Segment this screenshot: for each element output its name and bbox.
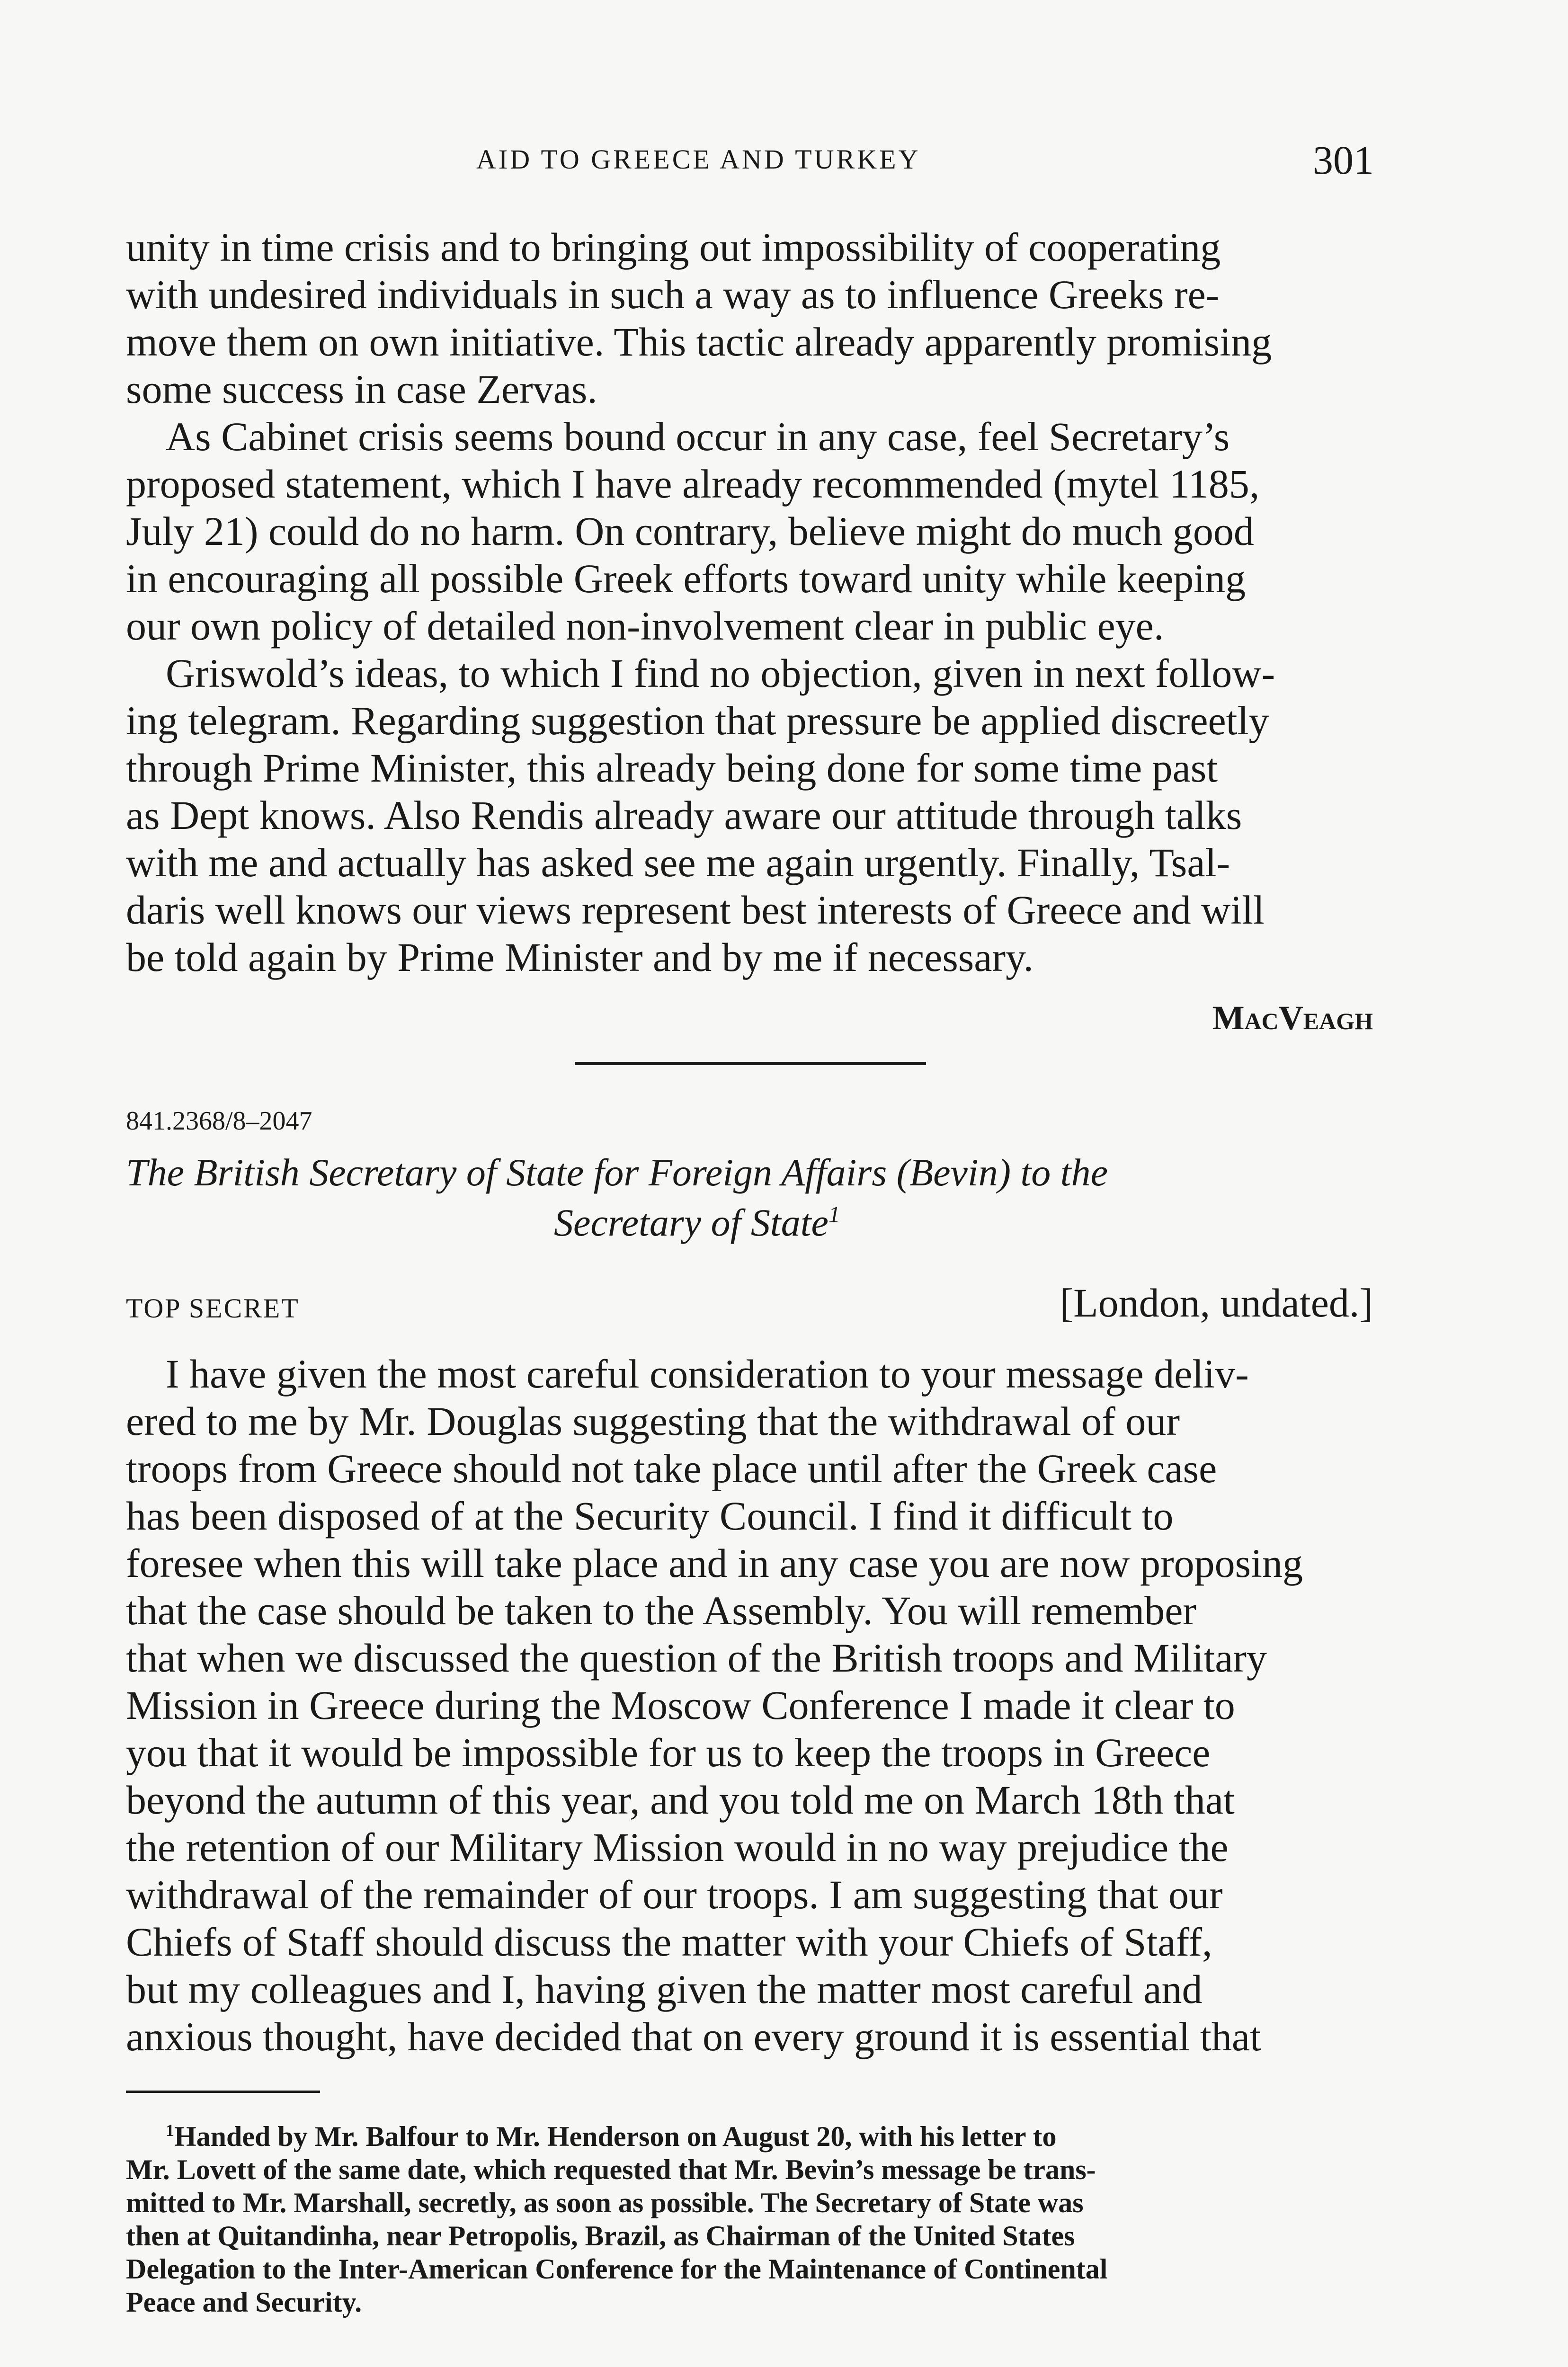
body-line: with undesired individuals in such a way as to influence Greeks re- — [126, 272, 1220, 317]
running-head: AID TO GREECE AND TURKEY — [476, 144, 921, 175]
body-line: anxious thought, have decided that on every ground it is essential that — [126, 2014, 1261, 2059]
body-line: foresee when this will take place and in any case you are now proposing — [126, 1540, 1303, 1586]
document-title-line-2 — [554, 1201, 840, 1245]
footnote-text: Handed by Mr. Balfour to Mr. Henderson on August 20, with his letter to — [174, 2121, 1057, 2152]
body-line: our own policy of detailed non-involvement clear in public eye. — [126, 603, 1164, 649]
body-line: has been disposed of at the Security Council. I find it difficult to — [126, 1493, 1174, 1539]
footnote-divider — [126, 2091, 320, 2093]
body-line: beyond the autumn of this year, and you told me on March 18th that — [126, 1777, 1235, 1823]
footnote-line: Mr. Lovett of the same date, which requested that Mr. Bevin’s message be trans- — [126, 2154, 1096, 2185]
page-number: 301 — [1313, 137, 1374, 183]
body-line: move them on own initiative. This tactic already apparently promising — [126, 319, 1272, 365]
body-line: as Dept knows. Also Rendis already aware our attitude through talks — [126, 792, 1242, 838]
body-line: you that it would be impossible for us to keep the troops in Greece — [126, 1730, 1211, 1775]
body-line: July 21) could do no harm. On contrary, believe might do much good — [126, 508, 1254, 554]
body-line: proposed statement, which I have already recommended (mytel 1185, — [126, 461, 1260, 507]
file-number: 841.2368/8–2047 — [126, 1106, 312, 1136]
body-line: I have given the most careful consideration to your message deliv- — [166, 1351, 1249, 1397]
body-line: be told again by Prime Minister and by me if necessary. — [126, 934, 1033, 980]
body-line: Mission in Greece during the Moscow Conference I made it clear to — [126, 1682, 1235, 1728]
body-line: troops from Greece should not take place until after the Greek case — [126, 1446, 1217, 1491]
body-line: Griswold’s ideas, to which I find no objection, given in next follow- — [166, 650, 1275, 696]
body-line: the retention of our Military Mission would in no way prejudice the — [126, 1824, 1229, 1870]
section-divider — [575, 1062, 926, 1065]
footnote-line: mitted to Mr. Marshall, secretly, as soon as possible. The Secretary of State was — [126, 2187, 1084, 2218]
body-line: As Cabinet crisis seems bound occur in any case, feel Secretary’s — [166, 414, 1230, 459]
body-line: daris well knows our views represent best interests of Greece and will — [126, 887, 1265, 933]
footnote-line — [166, 2120, 1057, 2153]
footnote-reference[interactable]: 1 — [828, 1201, 840, 1228]
footnote-line: then at Quitandinha, near Petropolis, Brazil, as Chairman of the United States — [126, 2220, 1075, 2251]
document-title-text: Secretary of State — [554, 1201, 829, 1244]
footnote-mark: 1 — [166, 2121, 174, 2140]
body-line: that the case should be taken to the Assembly. You will remember — [126, 1588, 1197, 1633]
body-line: ing telegram. Regarding suggestion that pressure be applied discreetly — [126, 698, 1269, 743]
body-line: some success in case Zervas. — [126, 366, 597, 412]
body-line: through Prime Minister, this already being done for some time past — [126, 745, 1218, 791]
classification-label: TOP SECRET — [126, 1293, 300, 1324]
body-line: withdrawal of the remainder of our troops. I am suggesting that our — [126, 1872, 1223, 1917]
document-title-line-1: The British Secretary of State for Foreign Affairs (Bevin) to the — [126, 1151, 1108, 1194]
body-line: Chiefs of Staff should discuss the matter with your Chiefs of Staff, — [126, 1919, 1212, 1965]
body-line: unity in time crisis and to bringing out impossibility of cooperating — [126, 224, 1221, 270]
body-line: ered to me by Mr. Douglas suggesting that the withdrawal of our — [126, 1398, 1180, 1444]
signature: MacVeagh — [1212, 999, 1373, 1037]
place-date: [London, undated.] — [1060, 1280, 1373, 1326]
footnote-line: Peace and Security. — [126, 2287, 362, 2318]
body-line: that when we discussed the question of the British troops and Military — [126, 1635, 1267, 1681]
body-line: but my colleagues and I, having given the matter most careful and — [126, 1967, 1203, 2012]
footnote-line: Delegation to the Inter-American Conference for the Maintenance of Continental — [126, 2253, 1108, 2285]
body-line: in encouraging all possible Greek efforts toward unity while keeping — [126, 556, 1246, 601]
body-line: with me and actually has asked see me again urgently. Finally, Tsal- — [126, 840, 1230, 885]
